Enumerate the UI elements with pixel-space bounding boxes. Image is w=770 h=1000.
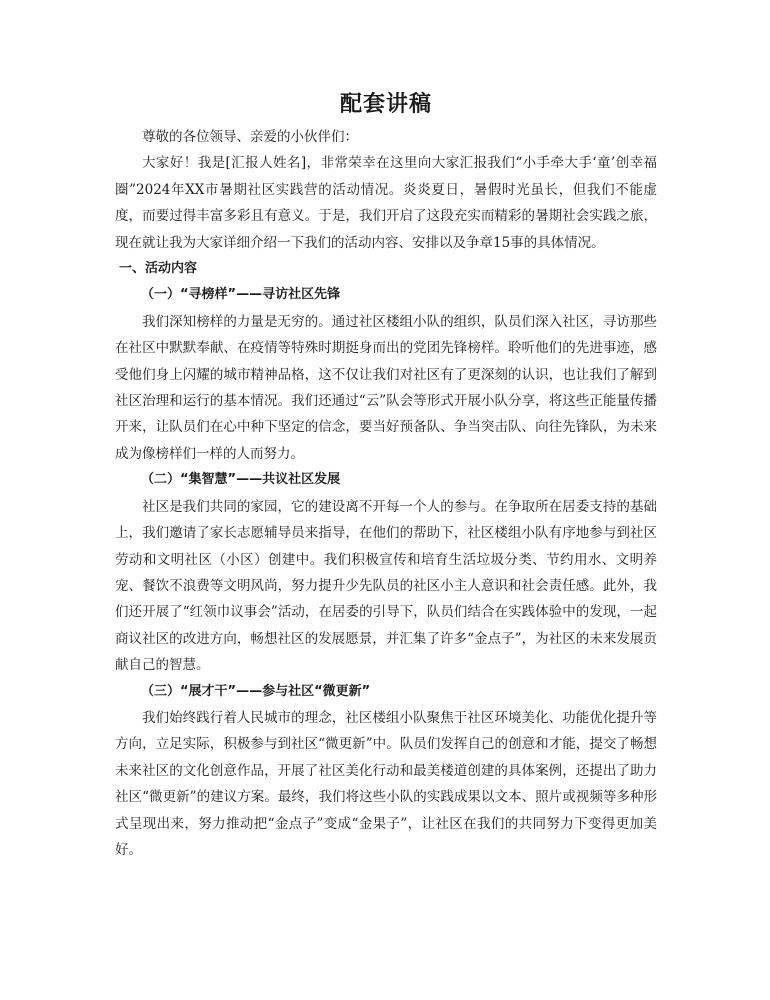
subsection-heading-micro-renewal: （三）“展才干”——参与社区“微更新” <box>141 683 371 699</box>
subsection-body-wisdom: 社区是我们共同的家园，它的建设离不开每一个人的参与。在争取所在居委支持的基础上，我们邀请了家长志愿辅导员来指导，在他们的帮助下，社区楼组小队有序地参与到社区劳动和文明社区（小区）创建中。我们积极宣传和培育生活垃圾分类、节约用水、文明养宠、餐饮不浪费等文明风尚，努力提升少先队员的社区小主人意识和社会责任感。此外，我们还开展了“红领巾议事会”活动，在居委的引导下，队员们结合在实践体验中的发现，一起商议社区的改进方向，畅想社区的发展愿景，并汇集了许多“金点子”，为社区的未来发展贡献自己的智慧。 <box>115 498 657 674</box>
document-title: 配套讲稿 <box>339 92 432 117</box>
subsection-body-role-models: 我们深知榜样的力量是无穷的。通过社区楼组小队的组织，队员们深入社区，寻访那些在社区中默默奉献、在疫情等特殊时期挺身而出的党团先锋榜样。聆听他们的先进事迹，感受他们身上闪耀的城市精神品格，这不仅让我们对社区有了更深刻的认识，也让我们了解到社区治理和运行的基本情况。我们还通过“云”队会等形式开展小队分享，将这些正能量传播开来，让队员们在心中种下坚定的信念，要当好预备队、争当突击队、向往先锋队，为未来成为像榜样们一样的人而努力。 <box>115 313 657 462</box>
document-page <box>115 88 657 863</box>
intro-paragraph: 大家好！我是[汇报人姓名]，非常荣幸在这里向大家汇报我们“小手牵大手‘童’创幸福圈”2024年XX市暑期社区实践营的活动情况。炎炎夏日，暑假时光虽长，但我们不能虚度，而要过得丰富多彩且有意义。于是，我们开启了这段充实而精彩的暑期社会实践之旅，现在就让我为大家详细介绍一下我们的活动内容、安排以及争章15事的具体情况。 <box>115 155 657 251</box>
subsection-heading-role-models: （一）“寻榜样”——寻访社区先锋 <box>141 287 341 303</box>
subsection-heading-wisdom: （二）“集智慧”——共议社区发展 <box>141 472 341 488</box>
section-heading-activities: 一、活动内容 <box>119 261 198 277</box>
subsection-body-micro-renewal: 我们始终践行着人民城市的理念，社区楼组小队聚焦于社区环境美化、功能优化提升等方向，立足实际，积极参与到社区“微更新”中。队员们发挥自己的创意和才能，提交了畅想未来社区的文化创意作品，开展了社区美化行动和最美楼道创建的具体案例，还提出了助力社区“微更新”的建议方案。最终，我们将这些小队的实践成果以文本、照片或视频等多种形式呈现出来，努力推动把“金点子”变成“金果子”，让社区在我们的共同努力下变得更加美好。 <box>115 709 657 858</box>
salutation: 尊敬的各位领导、亲爱的小伙伴们： <box>142 129 358 145</box>
